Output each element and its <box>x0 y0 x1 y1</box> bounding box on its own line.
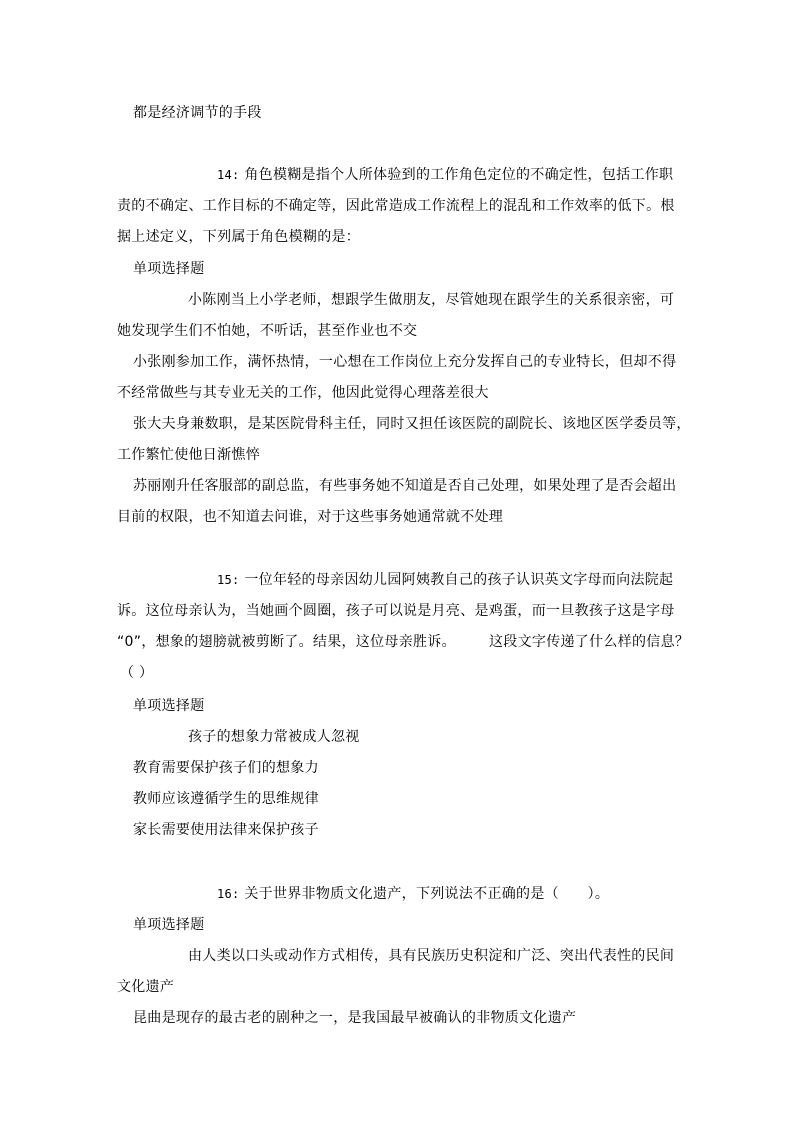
option-d: 苏丽刚升任客服部的副总监，有些事务她不知道是否自己处理，如果处理了是否会超出 <box>133 478 677 494</box>
option-c-cont: 工作繁忙使他日渐憔悴 <box>117 447 260 463</box>
previous-fragment: 都是经济调节的手段 <box>133 105 262 121</box>
question-stem: 16: 关于世界非物质文化遗产，下列说法不正确的是（ ）。 <box>217 886 610 902</box>
option-c: 张大夫身兼数职，是某医院骨科主任，同时又担任该医院的副院长、该地区医学委员等， <box>133 416 691 432</box>
option-b: 小张刚参加工作，满怀热情，一心想在工作岗位上充分发挥自己的专业特长，但却不得 <box>133 354 677 370</box>
question-stem-line: 责的不确定、工作目标的不确定等，因此常造成工作流程上的混乱和工作效率的低下。根 <box>117 198 675 214</box>
option-b: 教育需要保护孩子们的想象力 <box>133 760 319 776</box>
question-number: 14: <box>217 168 240 182</box>
question-number: 16: <box>217 887 240 901</box>
option-a: 由人类以口头或动作方式相传，具有民族历史积淀和广泛、突出代表性的民间 <box>188 948 675 964</box>
option-c: 教师应该遵循学生的思维规律 <box>133 791 319 807</box>
question-stem-line: 据上述定义，下列属于角色模糊的是： <box>117 229 361 245</box>
question-stem: 15: 一位年轻的母亲因幼儿园阿姨教自己的孩子认识英文字母而向法院起 <box>217 572 674 588</box>
option-d: 家长需要使用法律来保护孩子 <box>133 822 319 838</box>
question-stem-line: 诉。这位母亲认为，当她画个圆圈，孩子可以说是月亮、是鸡蛋，而一旦教孩子这是字母 <box>117 603 675 619</box>
option-a: 孩子的想象力常被成人忽视 <box>188 729 360 745</box>
question-stem-line: “0”，想象的翅膀就被剪断了。结果，这位母亲胜诉。 <box>117 634 456 650</box>
question-number: 15: <box>217 573 240 587</box>
question-prompt: 这段文字传递了什么样的信息？ <box>489 634 690 650</box>
option-a-cont: 她发现学生们不怕她，不听话，甚至作业也不交 <box>117 323 418 339</box>
option-a: 小陈刚当上小学老师，想跟学生做朋友，尽管她现在跟学生的关系很亲密，可 <box>188 292 675 308</box>
option-b-cont: 不经常做些与其专业无关的工作，他因此觉得心理落差很大 <box>117 385 489 401</box>
answer-blank: （ ） <box>120 665 154 681</box>
question-stem: 14: 角色模糊是指个人所体验到的工作角色定位的不确定性，包括工作职 <box>217 167 674 183</box>
option-a-cont: 文化遗产 <box>117 979 175 995</box>
option-b: 昆曲是现存的最古老的剧种之一，是我国最早被确认的非物质文化遗产 <box>133 1010 577 1026</box>
option-d-cont: 目前的权限，也不知道去问谁，对于这些事务她通常就不处理 <box>117 509 504 525</box>
question-type: 单项选择题 <box>133 698 205 714</box>
question-type: 单项选择题 <box>133 917 205 933</box>
question-type: 单项选择题 <box>133 261 205 277</box>
